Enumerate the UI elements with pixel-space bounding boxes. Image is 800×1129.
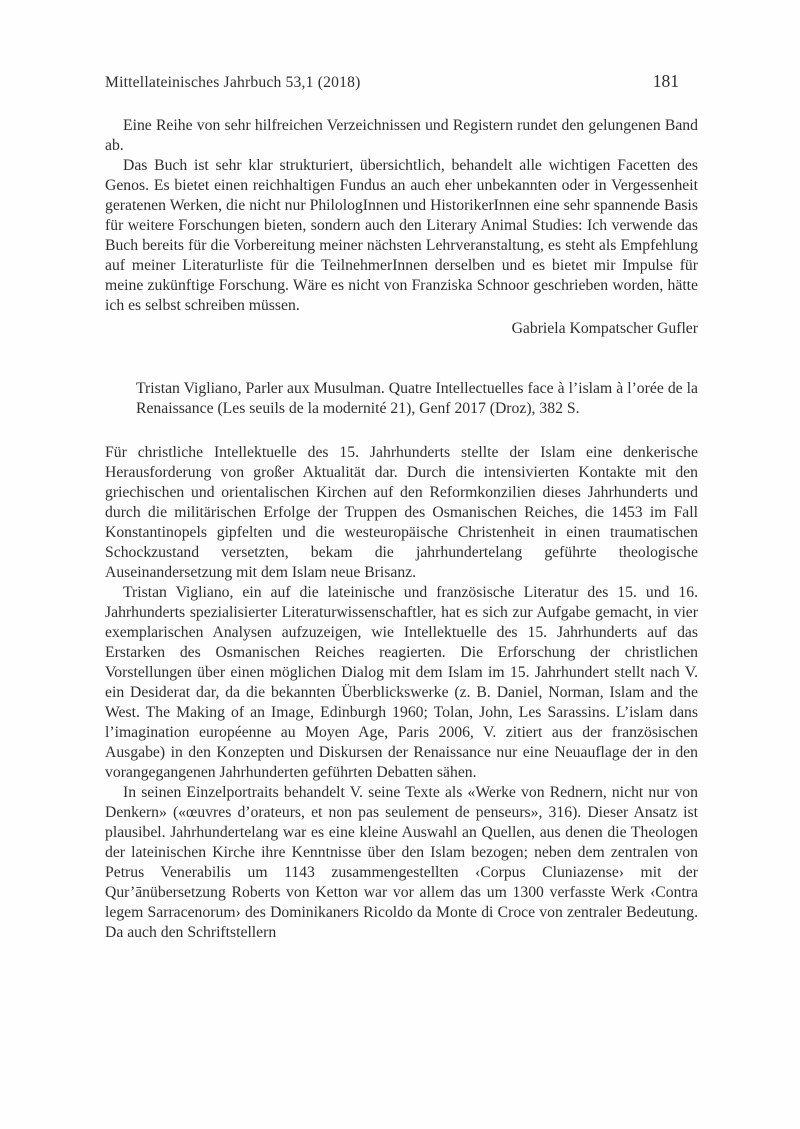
reviewer-signature: Gabriela Kompatscher Gufler <box>511 320 698 337</box>
book-citation: Tristan Vigliano, Parler aux Musulman. Quatre Intellectuelles face à l’islam à l’orée de la Renaissance (Les seuils de la modernité 21), Genf 2017 (Droz), 382 S. <box>136 380 698 417</box>
review-paragraph: In seinen Einzelportraits behandelt V. seine Texte als «Werke von Rednern, nicht nur von Denkern» («œuvres d’orateurs, et non pas seulement de penseurs», 316). Dieser Ansatz ist plausibel. Jahrhundertelang war es eine kleine Auswahl an Quellen, aus denen die Theologen der lateinischen Kirche ihre Kenntnisse über den Islam bezogen; neben dem zentralen von Petrus Venerabilis um 1143 zusammengestellten ‹Corpus Cluniazense› mit der Qur’ānübersetzung Roberts von Ketton war vor allem das um 1300 verfasste Werk ‹Contra legem Sarracenorum› des Dominikaners Ricoldo da Monte di Croce von zentraler Bedeutung. Da auch den Schriftstellern <box>105 784 698 941</box>
review-paragraph: Eine Reihe von sehr hilfreichen Verzeichnissen und Registern rundet den gelungenen Band ab. <box>105 117 698 154</box>
running-head <box>105 71 698 93</box>
journal-title: Mittellateinisches Jahrbuch 53,1 (2018) <box>105 74 361 91</box>
review-conclusion-section <box>105 116 698 339</box>
review-paragraph: Das Buch ist sehr klar strukturiert, übersichtlich, behandelt alle wichtigen Facetten des Genos. Es bietet einen reichhaltigen Fundus an auch eher unbekannten oder in Vergessenheit geratenen Werken, die nicht nur PhilologInnen und HistorikerInnen eine sehr spannende Basis für weitere Forschungen bieten, sondern auch den Literary Animal Studies: Ich verwende das Buch bereits für die Vorbereitung meiner nächsten Lehrveranstaltung, es steht als Empfehlung auf meiner Literaturliste für die TeilnehmerInnen derselben und es bietet mir Impulse für meine zukünftige Forschung. Wäre es nicht von Franziska Schnoor geschrieben worden, hätte ich es selbst schreiben müssen. <box>105 157 698 314</box>
page-number: 181 <box>652 71 679 91</box>
text-column <box>105 71 698 943</box>
review-paragraph: Tristan Vigliano, ein auf die lateinische und französische Literatur des 15. und 16. Jahrhunderts spezialisierter Literaturwissenschaftler, hat es sich zur Aufgabe gemacht, in vier exemplarischen Analysen aufzuzeigen, wie Intellektuelle des 15. Jahrhunderts auf das Erstarken des Osmanischen Reiches reagierten. Die Erforschung der christlichen Vorstellungen über einen möglichen Dialog mit dem Islam im 15. Jahrhundert stellt nach V. ein Desiderat dar, da die bekannten Überblickswerke (z. B. Daniel, Norman, Islam and the West. The Making of an Image, Edinburgh 1960; Tolan, John, Les Sarassins. L’islam dans l’imagination européenne au Moyen Age, Paris 2006, V. zitiert aus der französischen Ausgabe) in den Konzepten und Diskursen der Renaissance nur eine Neuauflage der in den vorangegangenen Jahrhunderten geführten Debatten sähen. <box>105 584 698 781</box>
review-body <box>105 443 698 943</box>
review-paragraph: Für christliche Intellektuelle des 15. Jahrhunderts stellte der Islam eine denkerische Herausforderung von großer Aktualität dar. Durch die intensivierten Kontakte mit den griechischen und orientalischen Kirchen auf den Reformkonzilien dieses Jahrhunderts und durch die militärischen Erfolge der Truppen des Osmanischen Reiches, die 1453 im Fall Konstantinopels gipfelten und die westeuropäische Christenheit in einen traumatischen Schockzustand versetzten, bekam die jahrhundertelang geführte theologische Auseinandersetzung mit dem Islam neue Brisanz. <box>105 444 698 581</box>
next-review-section <box>105 379 698 943</box>
